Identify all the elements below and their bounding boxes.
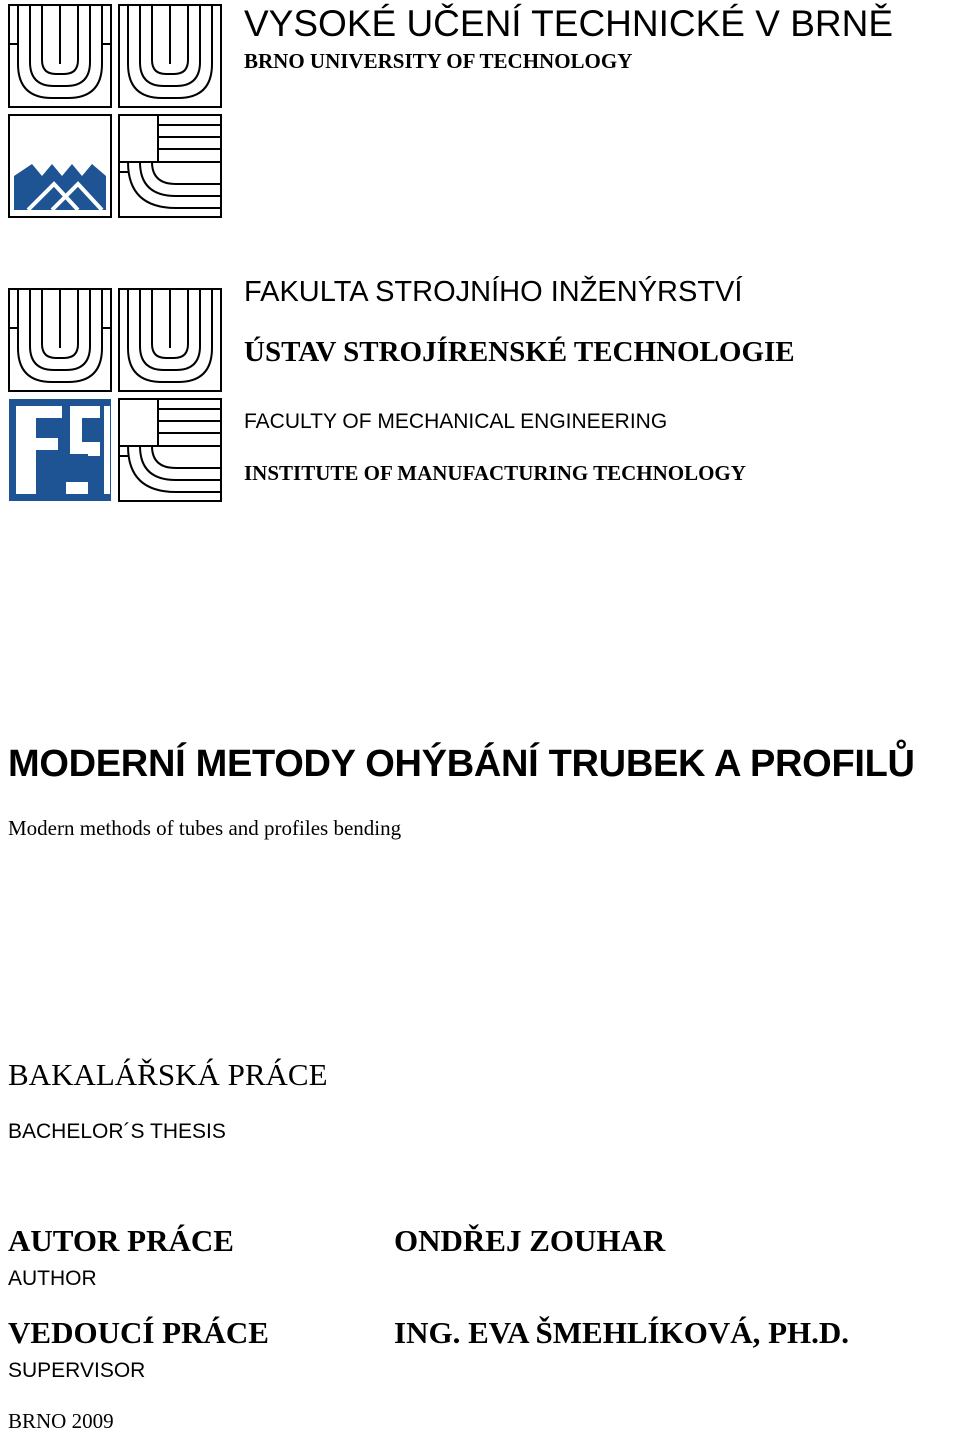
supervisor-label-en: SUPERVISOR bbox=[8, 1359, 146, 1382]
fsi-logo-icon bbox=[8, 288, 222, 502]
supervisor-label-cz: VEDOUCÍ PRÁCE bbox=[8, 1315, 269, 1350]
author-name: ONDŘEJ ZOUHAR bbox=[394, 1223, 666, 1258]
place-year: BRNO 2009 bbox=[8, 1409, 114, 1433]
author-label-cz: AUTOR PRÁCE bbox=[8, 1223, 234, 1258]
thesis-title-en: Modern methods of tubes and profiles bending bbox=[8, 816, 402, 840]
institute-name-cz: ÚSTAV STROJÍRENSKÉ TECHNOLOGIE bbox=[244, 336, 795, 368]
author-label-en: AUTHOR bbox=[8, 1267, 97, 1290]
vut-logo-icon bbox=[8, 4, 222, 218]
institute-name-en: INSTITUTE OF MANUFACTURING TECHNOLOGY bbox=[244, 461, 746, 485]
thesis-type-cz: BAKALÁŘSKÁ PRÁCE bbox=[8, 1057, 328, 1092]
university-name-en: BRNO UNIVERSITY OF TECHNOLOGY bbox=[244, 49, 633, 73]
faculty-name-en: FACULTY OF MECHANICAL ENGINEERING bbox=[244, 410, 668, 433]
thesis-title-cz: MODERNÍ METODY OHÝBÁNÍ TRUBEK A PROFILŮ bbox=[8, 743, 915, 785]
thesis-type-en: BACHELOR´S THESIS bbox=[8, 1120, 226, 1143]
faculty-name-cz: FAKULTA STROJNÍHO INŽENÝRSTVÍ bbox=[244, 276, 743, 308]
supervisor-name: ING. EVA ŠMEHLÍKOVÁ, PH.D. bbox=[394, 1315, 850, 1350]
university-name-cz: VYSOKÉ UČENÍ TECHNICKÉ V BRNĚ bbox=[244, 3, 894, 44]
